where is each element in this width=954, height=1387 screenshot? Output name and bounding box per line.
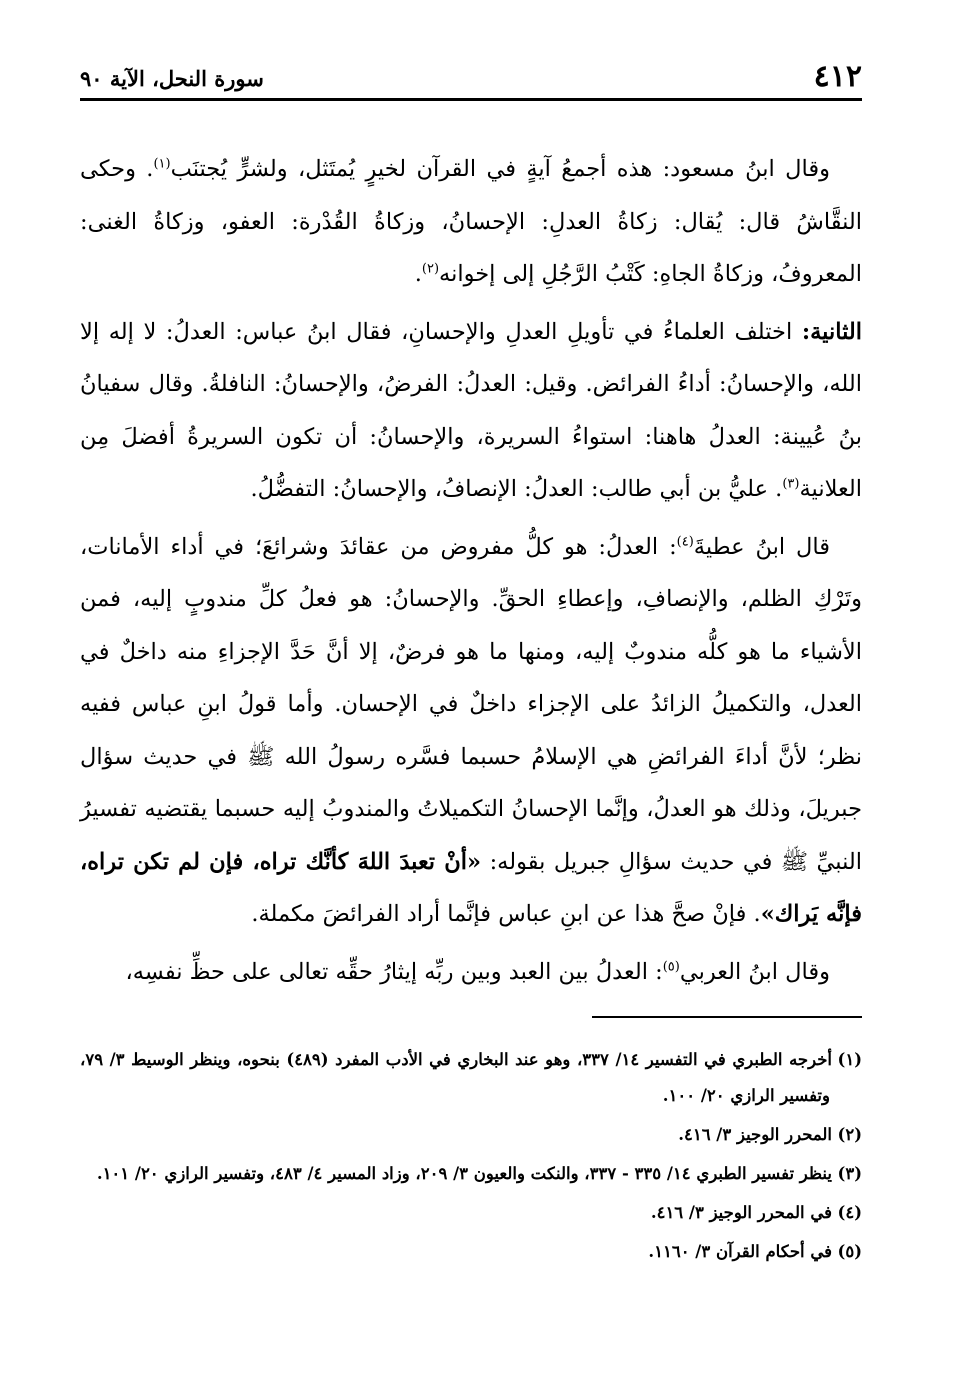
paragraph-ibn-arabi: وقال ابنُ العربي$^{(٥)}$: العدلُ بين العبد وبين ربِّه إيثارُ حقِّه تعالى على حظِّ نفسِه، xyxy=(125,958,830,985)
paragraph-second-issue: الثانية: اختلف العلماءُ في تأويلِ العدلِ والإحسانِ، فقال ابنُ عباس: العدلُ: لا إله إلا الله، والإحسانُ: أداءُ الفرائض. وقيل: العدلُ: الفرضُ، والإحسانُ: النافلةُ. وقال سفيانُ بنُ عُيينة: العدلُ هاهنا: استواءُ السريرة، والإحسانُ: أن تكون السريرةُ أفضلَ مِن العلانية$^{(٣)}$. عليُّ بن أبي طالب: العدلُ: الإنصافُ، والإحسانُ: التفضُّلُ. xyxy=(80,318,862,502)
running-head: سورة النحل، الآية ٩٠ xyxy=(80,66,264,91)
footnote-number: (٣) xyxy=(837,1164,862,1183)
page-header xyxy=(80,59,862,101)
footnote-item xyxy=(80,1156,862,1192)
footnote-number: (٥) xyxy=(837,1242,862,1261)
paragraph-ibn-masud: وقال ابنُ مسعود: هذه أجمعُ آيةٍ في القرآن لخيرٍ يُمتَثل، ولشرٍّ يُجتنَب$^{(١)}$. وحكى النقَّاشُ قال: يُقال: زكاةُ العدلِ: الإحسانُ، وزكاةُ القُدْرة: العفو، وزكاةُ الغنى: المعروفُ، وزكاةُ الجاهِ: كَتْبُ الرَّجُلِ إلى إخوانه$^{(٢)}$. xyxy=(80,156,862,287)
footnote-text: في المحرر الوجيز ٣/ ٤١٦. xyxy=(650,1203,832,1222)
paragraph-ibn-atiyya: قال ابنُ عطيةَ$^{(٤)}$: العدلُ: هو كلُّ مفروض من عقائدَ وشرائعَ؛ في أداء الأمانات، وتَرْكِ الظلم، والإنصافِ، وإعطاءِ الحقِّ. والإحسانُ: هو فعلُ كلِّ مندوبٍ إليه، فمن الأشياء ما هو كلُّه مندوبٌ إليه، ومنها ما هو فرضٌ، إلا أنَّ حَدَّ الإجزاءِ منه داخلٌ في العدل، والتكميلُ الزائدُ على الإجزاء داخلٌ في الإحسان. وأما قولُ ابنِ عباس ففيه نظر؛ لأنَّ أداءَ الفرائضِ هي الإسلامُ حسبما فسَّره رسولُ الله ﷺ في حديث سؤال جبريلَ، وذلك هو العدلُ، وإنَّما الإحسانُ التكميلاتُ والمندوبُ إليه حسبما يقتضيه تفسيرُ النبيِّ ﷺ في حديث سؤالِ جبريل بقوله: «أنْ تعبدَ اللهَ كأنَّك تراه، فإن لم تكن تراه، فإنَّه يَراك». فإنْ صحَّ هذا عن ابنِ عباس فإنَّما أراد الفرائضَ مكملة. xyxy=(80,533,862,927)
footnote-ref-4: (٤) xyxy=(676,534,694,549)
footnotes xyxy=(80,1042,862,1270)
book-page xyxy=(80,59,863,1273)
footnote-text: في أحكام القرآن ٣/ ١١٦٠. xyxy=(648,1242,832,1261)
footnote-item xyxy=(80,1195,862,1231)
footnote-number: (٤) xyxy=(837,1203,862,1222)
main-text xyxy=(80,143,862,998)
footnote-item xyxy=(80,1234,862,1270)
footnote-text: ينظر تفسير الطبري ١٤/ ٣٣٥ - ٣٣٧، والنكت والعيون ٣/ ٢٠٩، وزاد المسير ٤/ ٤٨٣، وتفسير الرازي ٢٠/ ١٠١. xyxy=(96,1164,832,1183)
footnote-number: (٢) xyxy=(837,1125,862,1144)
footnote-ref-3: (٣) xyxy=(782,476,800,492)
footnote-separator xyxy=(592,1016,862,1018)
footnote-number: (١) xyxy=(837,1050,863,1069)
footnote-ref-1: (١) xyxy=(153,156,171,172)
footnote-text: أخرجه الطبري في التفسير ١٤/ ٣٣٧، وهو عند البخاري في الأدب المفرد (٤٨٩) بنحوه، وينظر الوسيط ٣/ ٧٩، وتفسير الرازي ٢٠/ ١٠٠. xyxy=(80,1050,833,1105)
footnote-ref-2: (٢) xyxy=(421,261,440,277)
hadith-quote: «أنْ تعبدَ اللهَ كأنَّك تراه، فإن لم تكن تراه، فإنَّه يَراك» xyxy=(80,848,862,927)
section-lead-second: الثانية: xyxy=(801,318,862,345)
page-number: ٤١٢ xyxy=(813,59,862,94)
footnote-item xyxy=(80,1042,862,1114)
footnote-text: المحرر الوجيز ٣/ ٤١٦. xyxy=(678,1125,832,1144)
footnote-item xyxy=(80,1117,862,1153)
footnote-ref-5: (٥) xyxy=(662,959,680,974)
